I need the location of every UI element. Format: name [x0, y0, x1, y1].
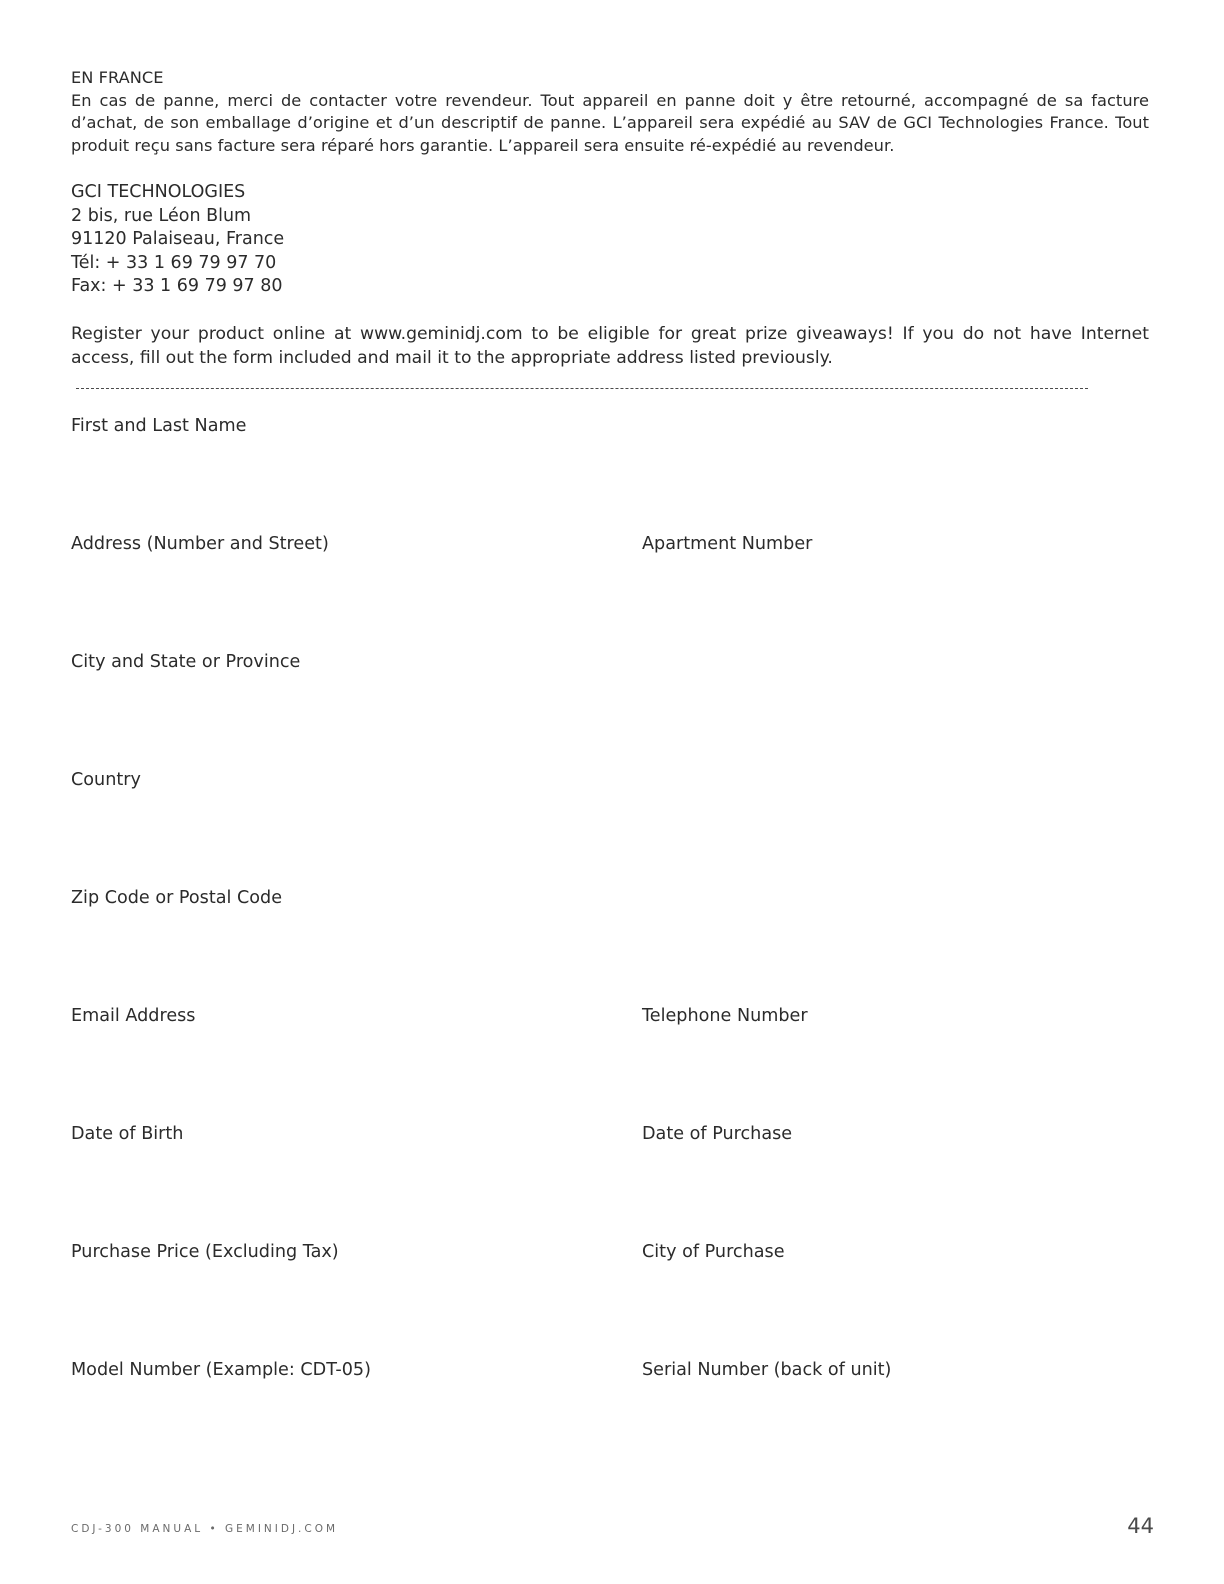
company-fax: Fax: + 33 1 69 79 97 80: [71, 276, 283, 297]
field-label-date-purchase: Date of Purchase: [642, 1124, 793, 1144]
footer-manual-title: CDJ-300 MANUAL • GEMINIDJ.COM: [71, 1523, 339, 1535]
company-tel: Tél: + 33 1 69 79 97 70: [71, 252, 277, 273]
france-section: [71, 67, 1149, 157]
france-heading: EN FRANCE: [71, 68, 164, 87]
field-label-telephone: Telephone Number: [642, 1006, 808, 1026]
field-label-name: First and Last Name: [71, 416, 247, 436]
company-address: [71, 181, 1149, 299]
field-label-address: Address (Number and Street): [71, 534, 329, 554]
field-label-email: Email Address: [71, 1006, 196, 1026]
page-number: 44: [1127, 1514, 1154, 1538]
field-label-price: Purchase Price (Excluding Tax): [71, 1242, 339, 1262]
company-city: 91120 Palaiseau, France: [71, 229, 285, 250]
field-label-country: Country: [71, 770, 141, 790]
france-body: En cas de panne, merci de contacter votre revendeur. Tout appareil en panne doit y être retourné, accompagné de sa facture d’achat, de son emballage d’origine et d’un descriptif de panne. L’appareil sera expédié au SAV de GCI Technologies France. Tout produit reçu sans facture sera réparé hors garantie. L’appareil sera ensuite ré-expédié au revendeur.: [71, 90, 1149, 155]
cut-line-divider: [76, 388, 1088, 389]
field-label-serial: Serial Number (back of unit): [642, 1360, 892, 1380]
field-label-model: Model Number (Example: CDT-05): [71, 1360, 371, 1380]
field-label-city-state: City and State or Province: [71, 652, 301, 672]
field-label-zip: Zip Code or Postal Code: [71, 888, 283, 908]
company-name: GCI TECHNOLOGIES: [71, 182, 246, 202]
register-text: Register your product online at www.geminidj.com to be eligible for great prize giveaways! If you do not have Internet access, fill out the form included and mail it to the appropriate address listed previously.: [71, 324, 1149, 368]
field-label-dob: Date of Birth: [71, 1124, 184, 1144]
field-label-apartment: Apartment Number: [642, 534, 813, 554]
company-street: 2 bis, rue Léon Blum: [71, 205, 252, 226]
field-label-city-purchase: City of Purchase: [642, 1242, 785, 1262]
